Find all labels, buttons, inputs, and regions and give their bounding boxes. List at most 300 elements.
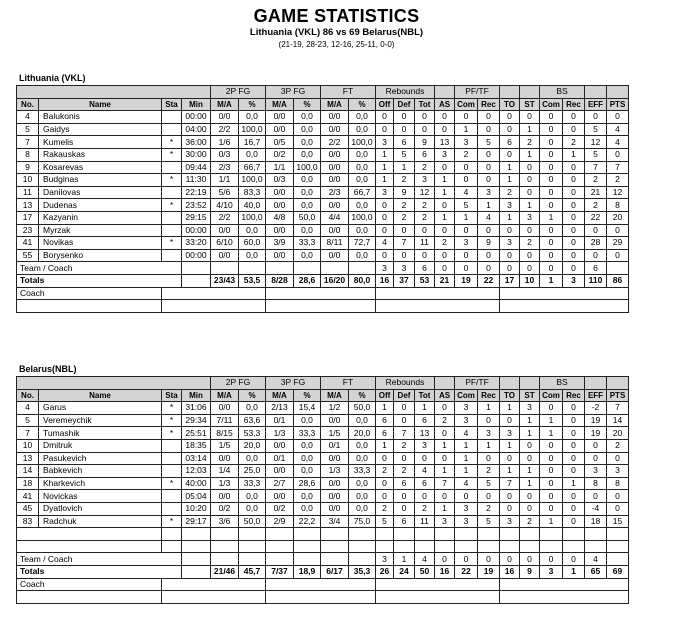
empty-cell: [321, 540, 349, 553]
stat-cell: 2: [415, 211, 435, 224]
stat-cell: *: [162, 427, 182, 440]
stat-cell: 0,0: [349, 502, 376, 515]
stat-cell: 50,0: [294, 211, 321, 224]
column-header-pct: %: [294, 98, 321, 111]
player-name: Tumashik: [39, 427, 162, 440]
stat-cell: 0: [455, 262, 478, 275]
empty-cell: [376, 578, 500, 591]
stat-cell: [607, 553, 629, 566]
stat-cell: 0: [585, 249, 607, 262]
stat-cell: 0: [520, 111, 540, 124]
stat-cell: 0: [540, 224, 563, 237]
stat-cell: 0: [585, 224, 607, 237]
stat-cell: 29:34: [182, 414, 211, 427]
stat-cell: 1: [394, 553, 415, 566]
stat-cell: 4: [17, 111, 39, 124]
stat-cell: [162, 224, 182, 237]
stat-cell: 1: [478, 439, 500, 452]
empty-cell: [182, 262, 211, 275]
total-cell: 86: [607, 274, 629, 287]
empty-cell: [211, 528, 239, 541]
player-row: [17, 224, 629, 237]
header-blank: [585, 86, 607, 99]
stat-cell: 41: [17, 237, 39, 250]
stat-cell: 1: [500, 174, 520, 187]
empty-cell: [266, 262, 294, 275]
stat-cell: 1: [376, 174, 394, 187]
stat-cell: 0,0: [349, 490, 376, 503]
stat-cell: 6: [415, 477, 435, 490]
stat-cell: 3: [455, 237, 478, 250]
player-row: [17, 502, 629, 515]
stat-cell: 6: [394, 477, 415, 490]
stat-cell: 0: [394, 402, 415, 415]
empty-cell: [162, 287, 266, 300]
header-group: BS: [540, 377, 585, 390]
stat-cell: 15,4: [294, 402, 321, 415]
stat-cell: 0/0: [321, 502, 349, 515]
stat-cell: 0: [478, 490, 500, 503]
stat-cell: 8: [607, 477, 629, 490]
totals-label: Totals: [17, 274, 182, 287]
stat-cell: 7: [435, 477, 455, 490]
stat-cell: 3: [455, 515, 478, 528]
total-cell: 53,5: [239, 274, 266, 287]
stat-cell: 0: [435, 199, 455, 212]
stat-cell: 0: [435, 427, 455, 440]
player-name: Gaidys: [39, 123, 162, 136]
column-header-ma: M/A: [211, 389, 239, 402]
stat-cell: 3: [455, 414, 478, 427]
stat-cell: [162, 502, 182, 515]
stat-cell: 0,0: [239, 224, 266, 237]
stat-cell: 0: [376, 490, 394, 503]
column-header-def: Def: [394, 389, 415, 402]
stat-cell: 0/0: [321, 452, 349, 465]
stat-cell: 6: [376, 427, 394, 440]
stat-cell: 1: [415, 402, 435, 415]
stat-cell: 0: [540, 262, 563, 275]
player-row: [17, 174, 629, 187]
stat-cell: 6/10: [211, 237, 239, 250]
stat-cell: 0: [540, 553, 563, 566]
stat-cell: 6: [394, 515, 415, 528]
stat-cell: 4/8: [266, 211, 294, 224]
stat-cell: 0: [563, 111, 585, 124]
stat-cell: 7: [17, 427, 39, 440]
player-row: [17, 427, 629, 440]
total-cell: 37: [394, 274, 415, 287]
total-cell: 23/43: [211, 274, 239, 287]
stat-cell: 2/2: [321, 136, 349, 149]
stat-cell: 25,0: [239, 465, 266, 478]
stat-cell: 1: [520, 477, 540, 490]
stat-cell: 09:44: [182, 161, 211, 174]
column-header-min: Min: [182, 98, 211, 111]
empty-cell: [182, 528, 211, 541]
stat-cell: 0: [540, 136, 563, 149]
empty-cell: [415, 528, 435, 541]
stat-cell: 0: [563, 414, 585, 427]
stat-cell: 2: [435, 237, 455, 250]
stat-cell: 0: [500, 111, 520, 124]
stat-cell: 0: [394, 490, 415, 503]
stat-cell: 9: [415, 136, 435, 149]
stat-cell: 4: [478, 211, 500, 224]
total-cell: 19: [455, 274, 478, 287]
stat-cell: 23:52: [182, 199, 211, 212]
empty-cell: [266, 540, 294, 553]
column-header-tot: Tot: [415, 389, 435, 402]
stat-cell: 33,3: [294, 237, 321, 250]
stat-cell: 100,0: [349, 211, 376, 224]
stat-cell: 2: [585, 199, 607, 212]
stat-cell: 72,7: [349, 237, 376, 250]
stat-cell: 4: [607, 136, 629, 149]
stat-cell: 53,3: [239, 427, 266, 440]
stat-cell: 0/0: [321, 199, 349, 212]
stat-cell: 3: [520, 211, 540, 224]
empty-row: [17, 528, 629, 541]
stat-cell: 1: [435, 186, 455, 199]
stat-cell: 0: [376, 452, 394, 465]
stat-cell: 12: [585, 136, 607, 149]
stat-cell: 3: [376, 262, 394, 275]
stat-cell: 0,0: [294, 111, 321, 124]
stat-cell: 21: [585, 186, 607, 199]
stat-cell: 0: [415, 490, 435, 503]
stat-cell: 0/1: [321, 439, 349, 452]
stat-cell: 9: [394, 186, 415, 199]
header-blank: [607, 86, 629, 99]
stat-cell: 0: [478, 111, 500, 124]
stat-cell: 6: [415, 414, 435, 427]
stat-cell: 0: [520, 502, 540, 515]
stat-cell: 0: [563, 452, 585, 465]
total-cell: 28,6: [294, 274, 321, 287]
stat-cell: 3: [376, 186, 394, 199]
stat-cell: 0: [376, 477, 394, 490]
stat-cell: 3/4: [321, 515, 349, 528]
stat-cell: 1: [540, 211, 563, 224]
stat-cell: 0: [415, 224, 435, 237]
stat-cell: 0: [563, 186, 585, 199]
stat-cell: 1: [435, 211, 455, 224]
stat-cell: 0,0: [294, 199, 321, 212]
stat-cell: 23: [17, 224, 39, 237]
stat-cell: 1: [500, 439, 520, 452]
stat-cell: 0: [455, 490, 478, 503]
stat-cell: 0/0: [266, 111, 294, 124]
stat-cell: 2: [500, 186, 520, 199]
stat-cell: 0: [478, 414, 500, 427]
empty-cell: [294, 540, 321, 553]
stat-cell: 8: [607, 199, 629, 212]
stat-cell: 63,6: [239, 414, 266, 427]
header-row: [17, 389, 629, 402]
stat-cell: 33,3: [239, 477, 266, 490]
player-row: [17, 452, 629, 465]
stat-cell: 0: [500, 553, 520, 566]
stat-cell: 0: [455, 174, 478, 187]
column-header-name: Name: [39, 98, 162, 111]
stat-cell: 0/0: [321, 161, 349, 174]
coach-row: [17, 578, 629, 591]
stat-cell: 0,0: [349, 148, 376, 161]
stat-cell: 16,7: [239, 136, 266, 149]
player-row: [17, 136, 629, 149]
stat-cell: 0: [540, 237, 563, 250]
stat-cell: 50,0: [239, 515, 266, 528]
stat-cell: 0: [435, 262, 455, 275]
total-cell: 1: [563, 565, 585, 578]
coach-row: [17, 300, 629, 313]
stat-cell: 7: [17, 136, 39, 149]
stat-cell: 3: [500, 199, 520, 212]
stat-cell: 0/0: [321, 111, 349, 124]
empty-cell: [211, 540, 239, 553]
stat-cell: 4: [415, 465, 435, 478]
stat-cell: 29:17: [182, 515, 211, 528]
empty-cell: [266, 578, 376, 591]
stat-cell: 13: [17, 452, 39, 465]
stat-cell: 4: [455, 427, 478, 440]
stat-cell: 0: [376, 224, 394, 237]
stat-cell: *: [162, 174, 182, 187]
stat-cell: 3: [500, 237, 520, 250]
stat-cell: 0: [520, 262, 540, 275]
empty-cell: [239, 540, 266, 553]
coach-row: [17, 591, 629, 604]
player-name: Novickas: [39, 490, 162, 503]
stat-cell: 7/11: [211, 414, 239, 427]
stat-cell: 1: [520, 427, 540, 440]
stat-cell: 14: [607, 414, 629, 427]
totals-row: [17, 274, 629, 287]
stat-cell: 0,0: [349, 224, 376, 237]
empty-cell: [182, 540, 211, 553]
stat-cell: 14: [17, 465, 39, 478]
stat-cell: 0,0: [294, 174, 321, 187]
stat-cell: 0: [394, 452, 415, 465]
stat-cell: 66,7: [349, 186, 376, 199]
stat-cell: 0: [563, 224, 585, 237]
stat-cell: 31:06: [182, 402, 211, 415]
empty-cell: [349, 540, 376, 553]
stat-cell: 13: [17, 199, 39, 212]
empty-cell: [239, 262, 266, 275]
stat-cell: 0: [563, 427, 585, 440]
stat-cell: 100,0: [239, 174, 266, 187]
stat-cell: 0: [435, 249, 455, 262]
player-name: Garus: [39, 402, 162, 415]
stat-cell: 0: [607, 452, 629, 465]
stat-cell: 0/0: [321, 249, 349, 262]
stat-cell: *: [162, 515, 182, 528]
stat-cell: 0: [540, 123, 563, 136]
stat-cell: 0/0: [266, 439, 294, 452]
stat-cell: 0: [520, 249, 540, 262]
header-group: Rebounds: [376, 377, 435, 390]
stat-cell: 18: [585, 515, 607, 528]
stat-cell: 0,0: [349, 477, 376, 490]
empty-cell: [394, 528, 415, 541]
stat-cell: [607, 262, 629, 275]
stat-cell: 0: [540, 439, 563, 452]
player-name: Dyatlovich: [39, 502, 162, 515]
stat-cell: 2: [394, 174, 415, 187]
stat-cell: 5: [478, 515, 500, 528]
empty-cell: [162, 591, 266, 604]
stat-cell: *: [162, 414, 182, 427]
stat-cell: 0: [376, 123, 394, 136]
stat-cell: 28: [585, 237, 607, 250]
stat-cell: 0: [540, 161, 563, 174]
stat-cell: 75,0: [349, 515, 376, 528]
player-name: Radchuk: [39, 515, 162, 528]
stat-cell: 3: [455, 136, 478, 149]
stat-cell: 0/0: [211, 249, 239, 262]
stat-cell: 1: [455, 439, 478, 452]
stat-cell: 7: [500, 477, 520, 490]
stat-cell: 3: [500, 515, 520, 528]
stat-cell: 8: [585, 477, 607, 490]
stat-cell: 3: [520, 402, 540, 415]
stat-cell: 00:00: [182, 249, 211, 262]
stat-cell: 3: [455, 502, 478, 515]
empty-cell: [500, 591, 629, 604]
stat-cell: 4: [17, 402, 39, 415]
matchup-score: Lithuania (VKL) 86 vs 69 Belarus(NBL): [249, 27, 424, 38]
total-cell: 35,3: [349, 565, 376, 578]
stat-cell: 0/0: [211, 452, 239, 465]
stat-cell: 1: [455, 211, 478, 224]
empty-cell: [294, 553, 321, 566]
stat-cell: 0,0: [294, 136, 321, 149]
column-header-com: Com: [455, 98, 478, 111]
stat-cell: 100,0: [239, 211, 266, 224]
stat-cell: 1/2: [321, 402, 349, 415]
column-header-ma: M/A: [266, 98, 294, 111]
header-blank: [607, 377, 629, 390]
stat-cell: 5: [17, 123, 39, 136]
stat-cell: 1/1: [211, 174, 239, 187]
stat-cell: 20: [607, 427, 629, 440]
total-cell: 26: [376, 565, 394, 578]
stat-cell: 0,0: [349, 452, 376, 465]
stat-cell: 0: [394, 502, 415, 515]
empty-cell: [266, 591, 376, 604]
total-cell: 9: [520, 565, 540, 578]
stat-cell: 0: [607, 148, 629, 161]
stat-cell: 2: [520, 515, 540, 528]
column-header-eff: EFF: [585, 389, 607, 402]
empty-cell: [585, 528, 607, 541]
coach-label: Coach: [17, 287, 162, 300]
stat-cell: 0: [435, 490, 455, 503]
total-cell: 110: [585, 274, 607, 287]
stat-cell: 0,0: [294, 502, 321, 515]
stat-cell: 1: [435, 465, 455, 478]
stat-cell: 19: [585, 427, 607, 440]
stat-cell: 1: [435, 439, 455, 452]
stat-cell: 11:30: [182, 174, 211, 187]
stat-cell: 1: [540, 414, 563, 427]
stat-cell: 20: [607, 211, 629, 224]
stats-table-home: [16, 85, 629, 313]
stat-cell: 17: [17, 211, 39, 224]
player-name: Rakauskas: [39, 148, 162, 161]
stat-cell: [162, 249, 182, 262]
total-cell: 65: [585, 565, 607, 578]
stat-cell: 7: [394, 237, 415, 250]
stat-cell: 0: [500, 262, 520, 275]
stat-cell: 5: [17, 414, 39, 427]
stat-cell: 5: [585, 148, 607, 161]
stat-cell: 4: [585, 553, 607, 566]
header-blank: [520, 377, 540, 390]
header-blank: [17, 377, 211, 390]
column-header-pct: %: [239, 389, 266, 402]
stat-cell: 5: [478, 136, 500, 149]
stat-cell: 10: [17, 174, 39, 187]
stat-cell: 0: [540, 148, 563, 161]
stat-cell: 10: [17, 439, 39, 452]
total-cell: 80,0: [349, 274, 376, 287]
stat-cell: 0: [563, 237, 585, 250]
stat-cell: 22,2: [294, 515, 321, 528]
stat-cell: 0: [520, 452, 540, 465]
stat-cell: 0: [478, 174, 500, 187]
empty-cell: [478, 540, 500, 553]
empty-cell: [455, 528, 478, 541]
stat-cell: 1: [540, 515, 563, 528]
team-name-home: Lithuania (VKL): [19, 73, 86, 83]
column-header-no: No.: [17, 389, 39, 402]
stat-cell: 0: [607, 249, 629, 262]
stat-cell: *: [162, 477, 182, 490]
stat-cell: 1: [376, 148, 394, 161]
player-row: [17, 465, 629, 478]
stat-cell: 0: [540, 465, 563, 478]
stat-cell: 0: [540, 502, 563, 515]
stat-cell: 0: [500, 490, 520, 503]
empty-cell: [211, 262, 239, 275]
empty-cell: [182, 553, 211, 566]
total-cell: 53: [415, 274, 435, 287]
stat-cell: 2: [415, 502, 435, 515]
header-group: FT: [321, 377, 376, 390]
stat-cell: 0: [540, 174, 563, 187]
stat-cell: *: [162, 237, 182, 250]
stat-cell: 0,0: [239, 249, 266, 262]
player-name: Babkevich: [39, 465, 162, 478]
stat-cell: 0/0: [211, 490, 239, 503]
total-cell: 50: [415, 565, 435, 578]
empty-cell: [294, 262, 321, 275]
stat-cell: 0,0: [239, 148, 266, 161]
stat-cell: 1/6: [211, 136, 239, 149]
player-name: Borysenko: [39, 249, 162, 262]
stat-cell: 0: [455, 553, 478, 566]
stat-cell: 3: [478, 427, 500, 440]
stat-cell: 1: [500, 402, 520, 415]
column-header-st: ST: [520, 98, 540, 111]
stat-cell: 3: [607, 465, 629, 478]
header-row: [17, 86, 629, 99]
stat-cell: 40,0: [239, 199, 266, 212]
stat-cell: 7: [607, 402, 629, 415]
